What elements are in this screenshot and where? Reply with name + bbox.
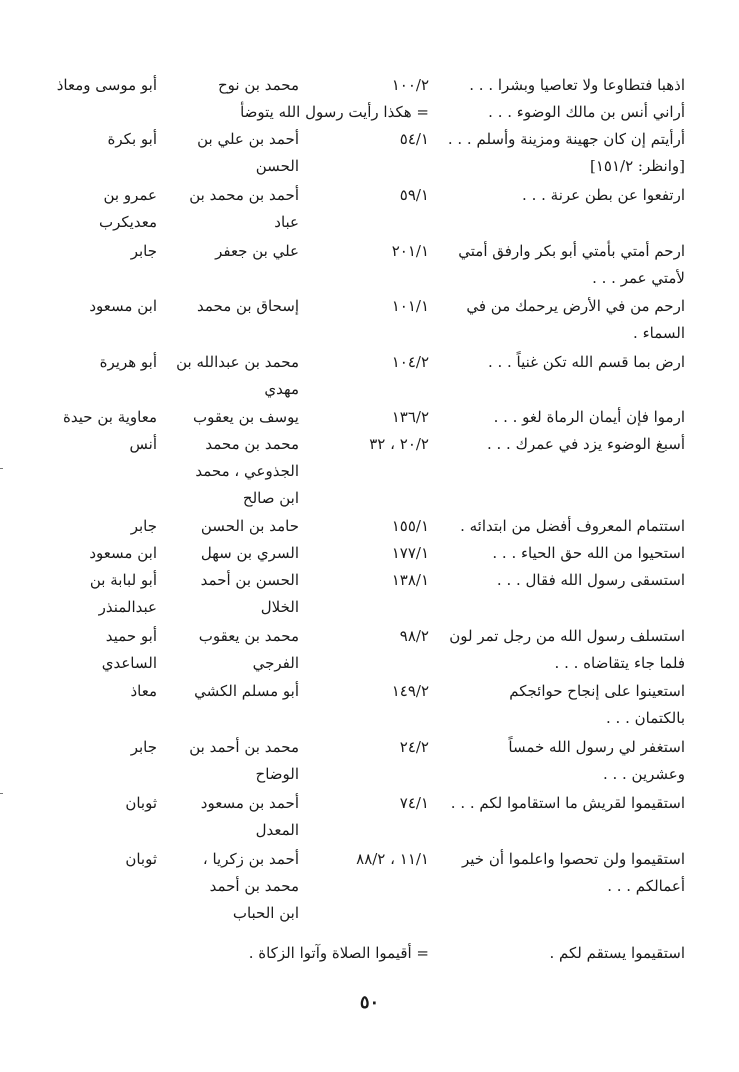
volume-page-ref-text: ٥٤/١ (399, 130, 429, 148)
hadith-text (453, 734, 685, 788)
hadith-text-line: استسلف رسول الله من رجل تمر لون (449, 627, 685, 645)
narrator-name (159, 734, 299, 788)
narrator-name (159, 790, 299, 844)
hadith-text-line: لأمتي عمر . . . (592, 269, 685, 287)
hadith-text (453, 678, 685, 732)
volume-page-ref-text: ٧٤/١ (399, 794, 429, 812)
hadith-text-line: استسقى رسول الله فقال . . . (496, 571, 685, 589)
companion-name (4, 431, 157, 458)
hadith-text (449, 623, 685, 677)
hadith-text-line: أسبغ الوضوء يزد في عمرك . . . (486, 435, 685, 453)
narrator-name (159, 678, 299, 705)
hadith-text-line: استغفر لي رسول الله خمساً (508, 738, 685, 756)
narrator-name-line: أحمد بن مسعود (200, 794, 299, 812)
volume-page-ref (329, 72, 429, 99)
narrator-name-line: السري بن سهل (200, 544, 299, 562)
companion-name-line: معاوية بن حيدة (63, 408, 157, 426)
volume-page-ref-text: ١٣٨/١ (391, 571, 429, 589)
hadith-text (453, 513, 685, 540)
volume-page-ref-text: ٩٨/٢ (399, 627, 429, 645)
hadith-text (447, 126, 685, 180)
hadith-text (453, 540, 685, 567)
companion-name (4, 349, 157, 376)
narrator-name-line: الوضاح (255, 765, 299, 783)
hadith-text (453, 404, 685, 431)
hadith-text-line: ارحم أمتي بأمتي أبو بكر وارفق أمتي (458, 242, 685, 260)
volume-page-ref-text: ١٠١/١ (391, 297, 429, 315)
volume-page-ref-text: ٢٤/٢ (399, 738, 429, 756)
hadith-text-line: استتمام المعروف أفضل من ابتدائه . (460, 517, 685, 535)
hadith-text-line: ارض بما قسم الله تكن غنياً . . . (487, 353, 685, 371)
narrator-name-line: الخلال (260, 598, 299, 616)
volume-page-ref (329, 431, 429, 458)
narrator-name-line: علي بن جعفر (215, 242, 299, 260)
companion-name-line: ابن مسعود (89, 297, 157, 315)
volume-page-ref (329, 349, 429, 376)
companion-name (4, 126, 157, 153)
hadith-text-line: [وانظر: ١٥١/٢] (590, 157, 685, 175)
narrator-name-line: محمد بن نوح (218, 76, 299, 94)
narrator-name-line: مهدي (264, 380, 299, 398)
cross-reference-text: = هكذا رأيت رسول الله يتوضأ (240, 103, 429, 121)
companion-name (4, 182, 157, 236)
narrator-name-line: أحمد بن علي بن (197, 130, 299, 148)
narrator-name (159, 72, 299, 99)
hadith-text-line: استقيموا ولن تحصوا واعلموا أن خير (462, 850, 685, 868)
narrator-name-line: محمد بن عبدالله بن (176, 353, 299, 371)
narrator-name-line: المعدل (255, 821, 299, 839)
hadith-text (453, 238, 685, 292)
companion-name-line: الساعدي (101, 654, 157, 672)
hadith-text (453, 182, 685, 209)
volume-page-ref-text: ٢٠١/١ (391, 242, 429, 260)
volume-page-ref (329, 404, 429, 431)
companion-name-line: أبو موسى ومعاذ (56, 76, 157, 94)
companion-name (4, 238, 157, 265)
companion-name (4, 404, 157, 431)
narrator-name-line: ابن الحباب (232, 904, 299, 922)
companion-name-line: جابر (130, 738, 157, 756)
companion-name-line: جابر (130, 517, 157, 535)
cross-reference (9, 940, 429, 967)
volume-page-ref-text: ٥٩/١ (399, 186, 429, 204)
companion-name-line: ثوبان (125, 850, 157, 868)
page-number: ٥٠ (359, 992, 380, 1013)
narrator-name (159, 513, 299, 540)
narrator-name (159, 404, 299, 431)
narrator-name-line: عباد (274, 213, 299, 231)
hadith-text (453, 349, 685, 376)
volume-page-ref-text: ١٧٧/١ (391, 544, 429, 562)
narrator-name (159, 182, 299, 236)
hadith-text-line: السماء . (633, 324, 685, 342)
companion-name-line: جابر (130, 242, 157, 260)
volume-page-ref (329, 182, 429, 209)
narrator-name (159, 567, 299, 621)
companion-name-line: أبو حميد (105, 627, 157, 645)
hadith-text-line: استقيموا يستقم لكم . (549, 944, 685, 962)
companion-name (4, 540, 157, 567)
volume-page-ref (329, 567, 429, 594)
volume-page-ref (329, 846, 429, 873)
narrator-name-line: محمد بن أحمد (209, 877, 299, 895)
edge-mark (0, 468, 3, 469)
volume-page-ref (329, 790, 429, 817)
narrator-name-line: الجذوعي ، محمد (195, 462, 299, 480)
companion-name-line: معديكرب (98, 213, 157, 231)
companion-name-line: عبدالمنذر (98, 598, 157, 616)
companion-name-line: ثوبان (125, 794, 157, 812)
cross-reference (9, 99, 429, 126)
hadith-text (453, 567, 685, 594)
companion-name-line: أبو لبابة بن (89, 571, 157, 589)
hadith-text-line: ارتفعوا عن بطن عرنة . . . (522, 186, 685, 204)
hadith-text-line: أراني أنس بن مالك الوضوء . . . (488, 103, 685, 121)
volume-page-ref-text: ١١/١ ، ٨٨/٢ (356, 850, 429, 868)
companion-name-line: ابن مسعود (89, 544, 157, 562)
hadith-text (453, 940, 685, 967)
companion-name-line: أنس (129, 435, 157, 453)
hadith-text-line: استعينوا على إنجاح حوائجكم (509, 682, 685, 700)
hadith-text-line: اذهبا فتطاوعا ولا تعاصيا وبشرا . . . (469, 76, 685, 94)
volume-page-ref-text: ١٥٥/١ (391, 517, 429, 535)
companion-name-line: أبو بكرة (107, 130, 157, 148)
narrator-name-line: الحسن بن أحمد (200, 571, 299, 589)
narrator-name-line: محمد بن أحمد بن (189, 738, 299, 756)
hadith-text-line: ارموا فإن أيمان الرماة لغو . . . (493, 408, 685, 426)
volume-page-ref-text: ٢٠/٢ ، ٣٢ (369, 435, 429, 453)
hadith-text (453, 72, 685, 99)
narrator-name-line: إسحاق بن محمد (196, 297, 299, 315)
hadith-text-line: استحيوا من الله حق الحياء . . . (492, 544, 685, 562)
volume-page-ref-text: ١٣٦/٢ (391, 408, 429, 426)
edge-mark (0, 793, 3, 794)
companion-name-line: عمرو بن (103, 186, 157, 204)
companion-name (4, 790, 157, 817)
narrator-name (159, 238, 299, 265)
hadith-text-line: استقيموا لقريش ما استقاموا لكم . . . (450, 794, 685, 812)
companion-name (4, 846, 157, 873)
volume-page-ref-text: ١٠٠/٢ (391, 76, 429, 94)
narrator-name-line: أحمد بن محمد بن (189, 186, 299, 204)
volume-page-ref-text: ١٤٩/٢ (391, 682, 429, 700)
volume-page-ref (329, 734, 429, 761)
volume-page-ref (329, 513, 429, 540)
companion-name-line: معاذ (130, 682, 157, 700)
narrator-name-line: حامد بن الحسن (200, 517, 299, 535)
cross-reference-text: = أقيموا الصلاة وآتوا الزكاة . (248, 944, 429, 962)
narrator-name (159, 431, 299, 512)
narrator-name-line: الفرجي (252, 654, 299, 672)
narrator-name (159, 540, 299, 567)
companion-name (4, 678, 157, 705)
narrator-name (159, 126, 299, 180)
narrator-name-line: الحسن (255, 157, 299, 175)
hadith-text-line: أرأيتم إن كان جهينة ومزينة وأسلم . . . (447, 130, 685, 148)
companion-name (4, 72, 157, 99)
volume-page-ref (329, 126, 429, 153)
companion-name (4, 734, 157, 761)
narrator-name (159, 349, 299, 403)
narrator-name-line: محمد بن محمد (205, 435, 299, 453)
volume-page-ref (329, 678, 429, 705)
volume-page-ref (329, 238, 429, 265)
hadith-text-line: أعمالكم . . . (607, 877, 685, 895)
volume-page-ref (329, 623, 429, 650)
hadith-text-line: فلما جاء يتقاضاه . . . (554, 654, 685, 672)
companion-name (4, 513, 157, 540)
companion-name (4, 567, 157, 621)
volume-page-ref (329, 540, 429, 567)
hadith-text-line: وعشرين . . . (602, 765, 685, 783)
narrator-name-line: محمد بن يعقوب (198, 627, 299, 645)
narrator-name-line: يوسف بن يعقوب (192, 408, 299, 426)
hadith-text-line: بالكتمان . . . (606, 709, 685, 727)
volume-page-ref (329, 293, 429, 320)
narrator-name-line: أحمد بن زكريا ، (202, 850, 299, 868)
hadith-text (453, 99, 685, 126)
narrator-name (159, 846, 299, 927)
narrator-name (159, 293, 299, 320)
narrator-name-line: أبو مسلم الكشي (194, 682, 299, 700)
volume-page-ref-text: ١٠٤/٢ (391, 353, 429, 371)
hadith-text (453, 431, 685, 458)
narrator-name (159, 623, 299, 677)
hadith-text-line: ارحم من في الأرض يرحمك من في (466, 297, 685, 315)
companion-name (4, 293, 157, 320)
hadith-text (453, 293, 685, 347)
hadith-text (453, 846, 685, 900)
companion-name (4, 623, 157, 677)
hadith-text (450, 790, 685, 817)
narrator-name-line: ابن صالح (242, 489, 299, 507)
companion-name-line: أبو هريرة (99, 353, 157, 371)
